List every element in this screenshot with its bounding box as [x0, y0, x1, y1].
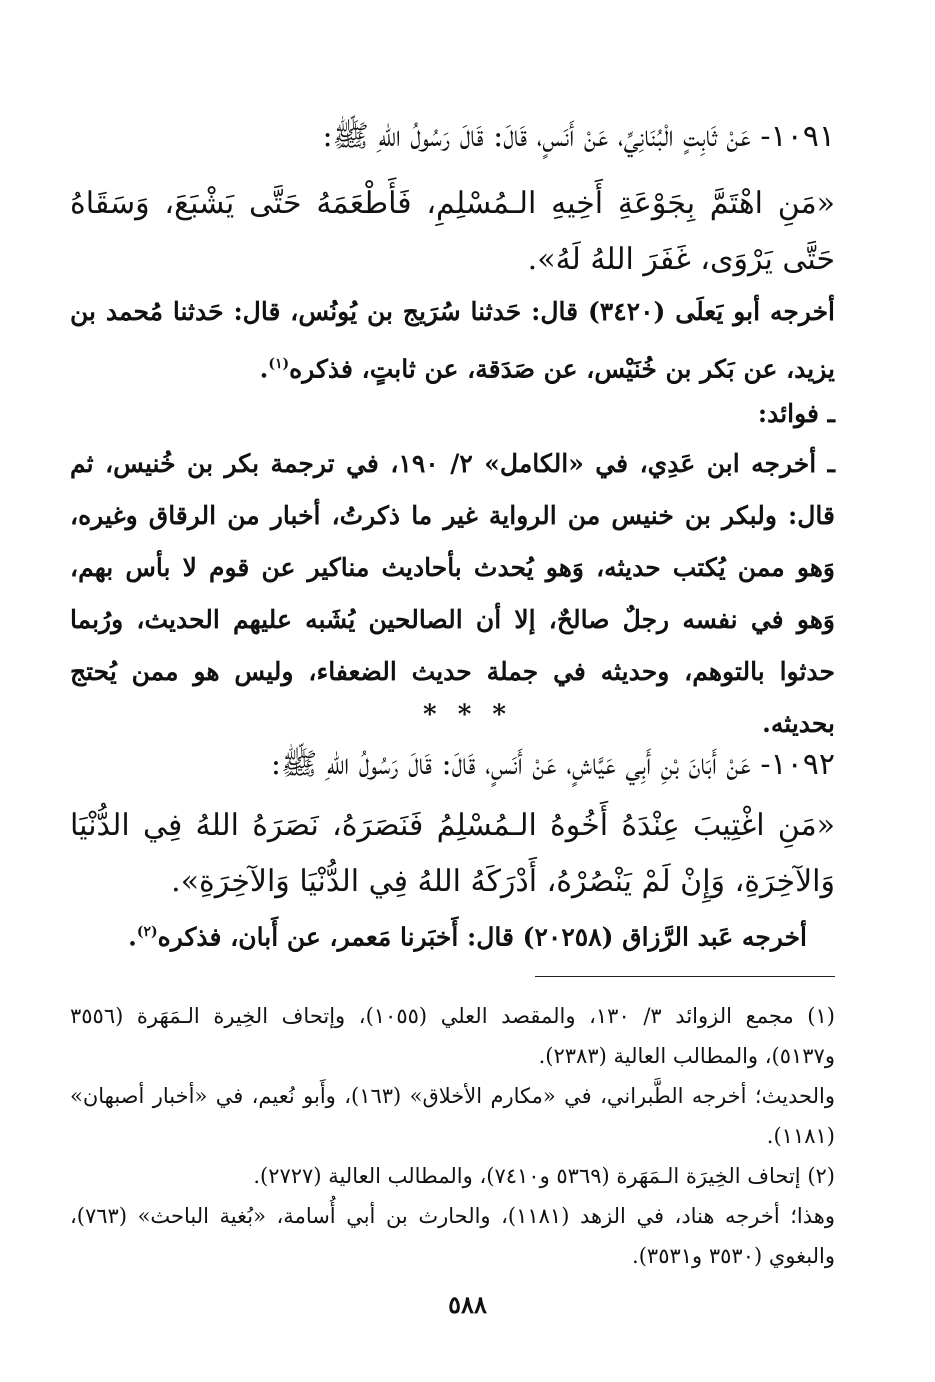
footnote-2-continuation: وهذا؛ أخرجه هناد، في الزهد (١١٨١)، والحارث بن أبي أُسامة، «بُغية الباحث» (٧٦٣)، والبغوي (٣٥٣٠ و٣٥٣١). — [70, 1204, 835, 1268]
footnote-1: (١) مجمع الزوائد ٣/ ١٣٠، والمقصد العلي (١٠٥٥)، وإتحاف الخِيرة الـمَهَرة (٣٥٥٦ و٥١٣٧)، والمطالب العالية (٢٣٨٣). — [70, 1004, 835, 1068]
footnote-ref-2[interactable]: (٢) — [136, 924, 158, 940]
takhrij-end: . — [259, 354, 269, 384]
footnote-divider — [535, 976, 835, 977]
fawaid-heading: ـ فوائد: — [757, 399, 835, 428]
takhrij-text: أخرجه أبو يَعلَى (٣٤٢٠) قال: حَدثنا سُرَيج بن يُونُس، قال: حَدثنا مُحمد بن يزيد، عن بَكر بن خُنَيْس، عن صَدَقة، عن ثابتٍ، فذكره — [70, 297, 835, 384]
hadith-1092-text: «مَنِ اغْتِيبَ عِنْدَهُ أَخُوهُ الـمُسْلِمُ فَنَصَرَهُ، نَصَرَهُ اللهُ فِي الدُّنْيَا وَالآخِرَةِ، وَإِنْ لَمْ يَنْصُرْهُ، أَدْرَكَهُ اللهُ فِي الدُّنْيَا وَالآخِرَةِ». — [70, 808, 835, 899]
hadith-1091-header: ١٠٩١- عَنْ ثَابِتٍ الْبُنَانِيِّ، عَنْ أَنَسٍ، قَالَ: قَالَ رَسُولُ اللهِ ﷺ: — [322, 119, 835, 154]
hadith-1091-takhrij — [70, 286, 835, 395]
hadith-1092-header: ١٠٩٢- عَنْ أَبَانَ بْنِ أَبِي عَيَّاشٍ، عَنْ أَنَسٍ، قَالَ: قَالَ رَسُولُ اللهِ ﷺ: — [270, 747, 835, 782]
hadith-1091-text: «مَنِ اهْتَمَّ بِجَوْعَةِ أَخِيهِ الـمُسْلِمِ، فَأَطْعَمَهُ حَتَّى يَشْبَعَ، وَسَقَاهُ حَتَّى يَرْوَى، غَفَرَ اللهُ لَهُ». — [70, 186, 835, 277]
page-number: ٥٨٨ — [448, 1290, 487, 1319]
section-separator: * * * — [423, 700, 512, 730]
hadith-1092-takhrij — [70, 906, 807, 963]
takhrij-end: . — [128, 922, 137, 952]
footnote-2: (٢) إتحاف الخِيرَة الـمَهَرة (٥٣٦٩ و٧٤١٠)، والمطالب العالية (٢٧٢٧). — [253, 1164, 835, 1188]
footnote-1-continuation: والحديث؛ أخرجه الطَّبراني، في «مكارم الأخلاق» (١٦٣)، وأَبو نُعيم، في «أخبار أصبهان» (١١٨١). — [70, 1084, 835, 1148]
takhrij-text: أخرجه عَبد الرَّزاق (٢٠٢٥٨) قال: أَخبَرنا مَعمر، عن أَبان، فذكره — [157, 922, 807, 952]
footnote-ref-1[interactable]: (١) — [268, 356, 290, 372]
fawaid-text: ـ أخرجه ابن عَدِي، في «الكامل» ٢/ ١٩٠، في ترجمة بكر بن خُنيس، ثم قال: ولبكر بن خنيس من الرواية غير ما ذكرتُ، أخبار من الرقاق وغيره، وَهو ممن يُكتب حديثه، وَهو يُحدث بأحاديث مناكير عن قوم لا بأس بهم، وَهو في نفسه رجلٌ صالحٌ، إلا أن الصالحين يُشَبه عليهم الحديث، ورُبما حدثوا بالتوهم، وحديثه في جملة حديث الضعفاء، وليس هو ممن يُحتج بحديثه. — [70, 449, 835, 738]
